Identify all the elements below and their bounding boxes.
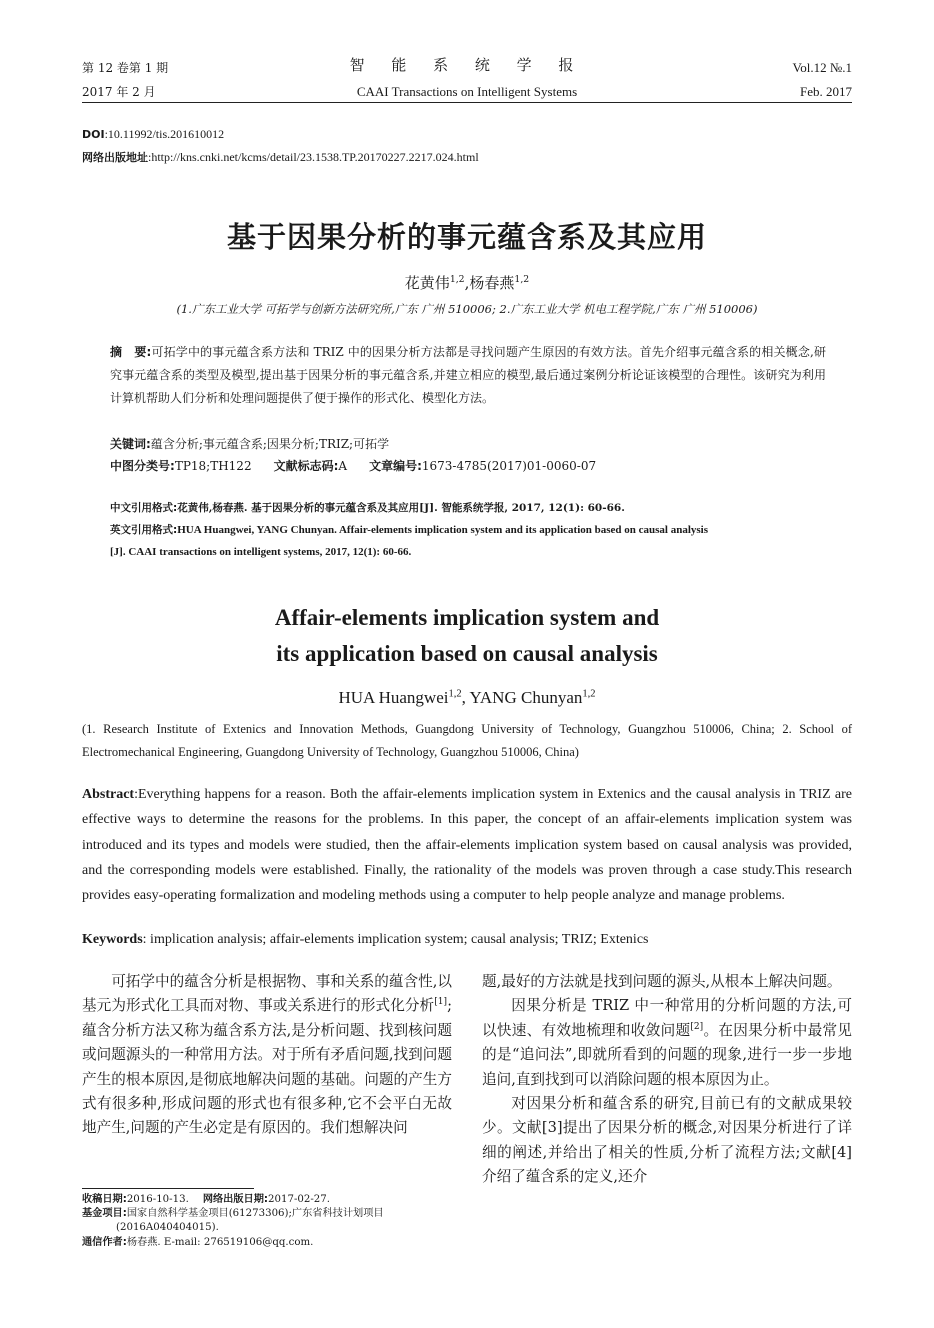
body-column-right [482,970,852,1190]
abstract-cn-label: 摘 要: [110,345,152,359]
body-paragraph: 题,最好的方法就是找到问题的源头,从根本上解决问题。 [482,973,842,990]
abstract-en [82,782,852,908]
footnotes [82,1193,470,1250]
doc-code-label: 文献标志码: [273,459,339,473]
journal-name-cn: 智 能 系 统 学 报 [349,56,585,74]
citation-cn [110,497,826,519]
abstract-en-label: Abstract [82,787,135,802]
body-paragraph: 因果分析是 TRIZ 中一种常用的分析问题的方法,可以快速、有效地梳理和收敛问题[2]。在因果分析中最常见的是“追问法”,即就所看到的问题的现象,进行一步一步地追问,直到找到可以消除问题的根本原因为止。 [482,997,852,1088]
header-rule [82,102,852,103]
volume-issue: 第 12 卷第 1 期 [82,61,169,75]
funding-label: 基金项目: [82,1208,127,1220]
paper-title-en-line-1: Affair-elements implication system and [274,605,660,630]
affiliation-en: (1. Research Institute of Extenics and Innovation Methods, Guangdong University of Technology, Guangzhou 510006, China; 2. School of Electromechanical Engineering, Guangdong University of Technology, Guangzhou 510006, China) [82,722,852,759]
doc-code-value: A [338,459,348,473]
funding-value: 国家自然科学基金项目(61273306);广东省科技计划项目 [126,1208,384,1220]
author-cn-1-affil: 1,2 [449,274,465,285]
citation-en-cont [110,541,826,563]
corresponding-label: 通信作者: [82,1236,127,1248]
author-en-2-affil: 1,2 [582,688,596,700]
paper-title-en-line-2: its application based on causal analysis [276,641,658,666]
citation-ref-1[interactable]: [1] [434,997,448,1008]
author-en-sep: , [461,688,470,707]
doi-line [82,123,852,146]
funding-line-cont: (2016A040404015). [116,1222,219,1234]
clc-label: 中图分类号: [110,459,175,473]
received-value: 2016-10-13. [126,1194,189,1205]
received-label: 收稿日期: [82,1194,127,1205]
author-en-1-affil: 1,2 [448,688,462,700]
citation-cn-label: 中文引用格式: [110,502,178,514]
keywords-cn-text: 蕴含分析;事元蕴含系;因果分析;TRIZ;可拓学 [150,437,390,451]
author-cn-2-affil: 1,2 [514,274,530,285]
author-en-1: HUA Huangwei [338,688,449,707]
online-url-label: 网络出版地址 [82,151,148,164]
abstract-cn-text: 可拓学中的事元蕴含系方法和 TRIZ 中的因果分析方法都是寻找问题产生原因的有效方法。首先介绍事元蕴含系的相关概念,研究事元蕴含系的类型及模型,提出基于因果分析的事元蕴含系,并建立相应的模型,最后通过案例分析论证该模型的合理性。该研究为利用计算机帮助人们分析和处理问题提供了便于操作的形式化、模型化方法。 [110,345,826,405]
paper-title-cn: 基于因果分析的事元蕴含系及其应用 [226,220,707,254]
author-en-2: YANG Chunyan [469,688,583,707]
running-header-bottom [82,84,852,100]
citation-en-label: 英文引用格式: [110,524,178,536]
footnote-rule [82,1188,254,1189]
volume-en: Vol.12 №.1 [792,60,852,75]
online-date-value: 2017-02-27. [268,1194,330,1205]
online-url-value[interactable]: :http://kns.cnki.net/kcms/detail/23.1538.TP.20170227.2217.024.html [148,150,479,164]
body-paragraph: 对因果分析和蕴含系的研究,目前已有的文献成果较少。文献[3]提出了因果分析的概念,对因果分析进行了详细的阐述,并给出了相关的性质,分析了流程方法;文献[4]介绍了蕴含系的定义,还介 [482,1095,852,1186]
abstract-cn [110,341,826,410]
citation-cn-text: 花黄伟,杨春燕. 基于因果分析的事元蕴含系及其应用[J]. 智能系统学报, 2017, 12(1): 60-66. [177,502,625,514]
online-date-label: 网络出版日期: [202,1194,269,1205]
date-cn: 2017 年 2 月 [82,85,156,99]
keywords-cn [110,434,826,454]
article-no-value: 1673-4785(2017)01-0060-07 [421,459,597,473]
affiliation-cn: (1.广东工业大学 可拓学与创新方法研究所,广东 广州 510006; 2.广东工业大学 机电工程学院,广东 广州 510006) [176,302,758,316]
online-url-line [82,146,852,169]
citation-en-text-2: [J]. CAAI transactions on intelligent systems, 2017, 12(1): 60-66. [110,546,412,558]
keywords-en-label: Keywords [82,932,143,947]
corresponding-author-line [82,1236,470,1250]
citation-en [110,519,826,541]
paper-title-en [82,600,852,672]
doi-label: DOI [82,128,105,141]
authors-en [82,688,852,708]
date-en: Feb. 2017 [800,84,852,99]
body-column-left [82,970,452,1141]
funding-line [82,1207,470,1221]
article-no-label: 文章编号: [369,459,422,473]
authors-cn [82,272,852,293]
running-header-top [82,56,852,76]
citation-en-text-1: HUA Huangwei, YANG Chunyan. Affair-elements implication system and its application based on causal analysis [177,524,709,536]
keywords-en [82,932,852,948]
corresponding-value: 杨春燕. E-mail: 276519106@qq.com. [126,1236,314,1248]
classification-line [110,456,826,476]
author-cn-sep: , [464,274,470,292]
keywords-cn-label: 关键词: [110,437,151,451]
keywords-en-text: : implication analysis; affair-elements implication system; causal analysis; TRIZ; Extenics [142,932,649,947]
author-cn-1: 花黄伟 [404,274,450,292]
clc-value: TP18;TH122 [174,459,252,473]
received-date-line [82,1193,470,1207]
body-paragraph: 可拓学中的蕴含分析是根据物、事和关系的蕴含性,以基元为形式化工具而对物、事或关系进行的形式化分析[1];蕴含分析方法又称为蕴含系方法,是分析问题、找到核问题或问题源头的一种常用方法。对于所有矛盾问题,找到问题产生的根本原因,是彻底地解决问题的基础。问题的产生方式有很多种,形成问题的形式也有很多种,它不会平白无故地产生,问题的产生必定是有原因的。我们想解决问 [82,973,452,1137]
citation-ref-2[interactable]: [2] [690,1021,704,1032]
author-cn-2: 杨春燕 [469,274,515,292]
journal-name-en: CAAI Transactions on Intelligent Systems [356,84,578,99]
doi-value[interactable]: :10.11992/tis.201610012 [104,127,225,141]
abstract-en-text: :Everything happens for a reason. Both the affair-elements implication system in Extenics and the causal analysis in TRIZ are effective ways to determine the reasons for the problems. In this paper, the concept of an affair-elements implication system was introduced and its types and models were studied, then the affair-elements implication system based on causal analysis was provided, and the corresponding models were established. Finally, the rationality of the models was proven through a case study.This research provides easy-operating formalization and modeling methods using a computer to help people analyze and manage problems. [82,787,852,904]
